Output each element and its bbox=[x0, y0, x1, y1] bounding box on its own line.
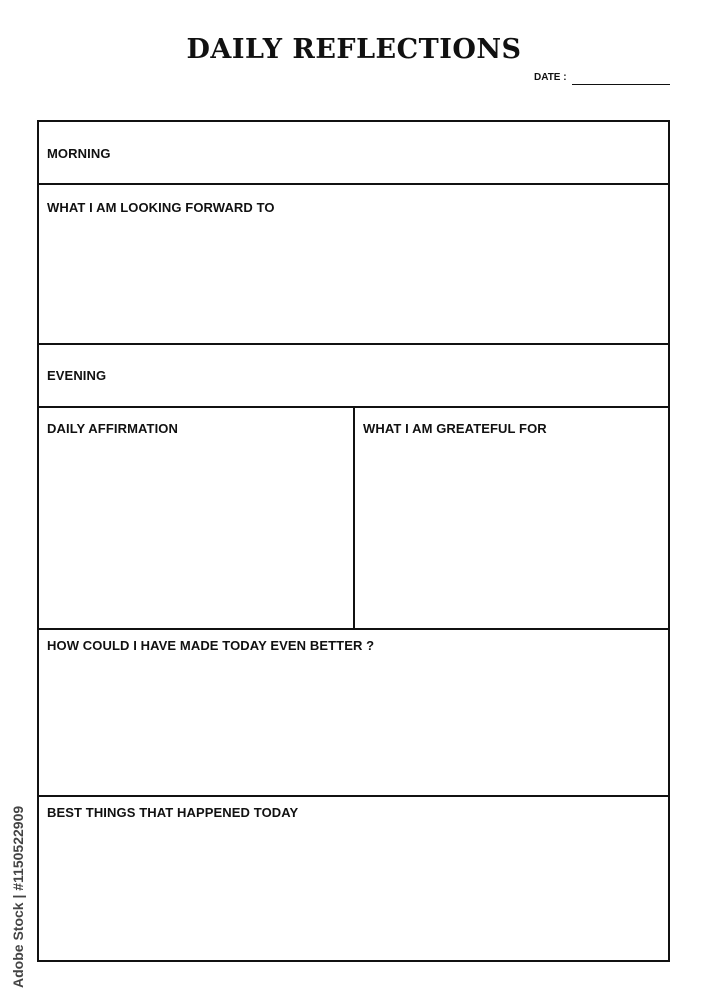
column-divider bbox=[353, 408, 355, 628]
writing-area-looking-forward[interactable] bbox=[39, 185, 668, 343]
page-title: DAILY REFLECTIONS bbox=[186, 34, 522, 65]
writing-area-made-better[interactable] bbox=[39, 630, 668, 795]
section-label-daily-affirmation: DAILY AFFIRMATION bbox=[47, 421, 178, 436]
writing-area-daily-affirmation[interactable] bbox=[39, 408, 353, 628]
divider-looking-forward bbox=[39, 343, 668, 345]
date-label: DATE : bbox=[534, 72, 567, 83]
reflection-sheet bbox=[37, 120, 670, 962]
section-label-made-better: HOW COULD I HAVE MADE TODAY EVEN BETTER ? bbox=[47, 638, 375, 653]
writing-area-best-things[interactable] bbox=[39, 797, 668, 960]
side-credit-watermark: Adobe Stock | #1150522909 bbox=[10, 805, 26, 988]
section-label-morning: MORNING bbox=[47, 146, 111, 161]
date-field-line[interactable] bbox=[572, 84, 670, 85]
section-label-grateful-for: WHAT I AM GREATEFUL FOR bbox=[363, 421, 547, 436]
section-label-looking-forward: WHAT I AM LOOKING FORWARD TO bbox=[47, 200, 275, 215]
section-label-best-things: BEST THINGS THAT HAPPENED TODAY bbox=[47, 805, 299, 820]
writing-area-grateful-for[interactable] bbox=[356, 408, 668, 628]
section-label-evening: EVENING bbox=[47, 368, 107, 383]
